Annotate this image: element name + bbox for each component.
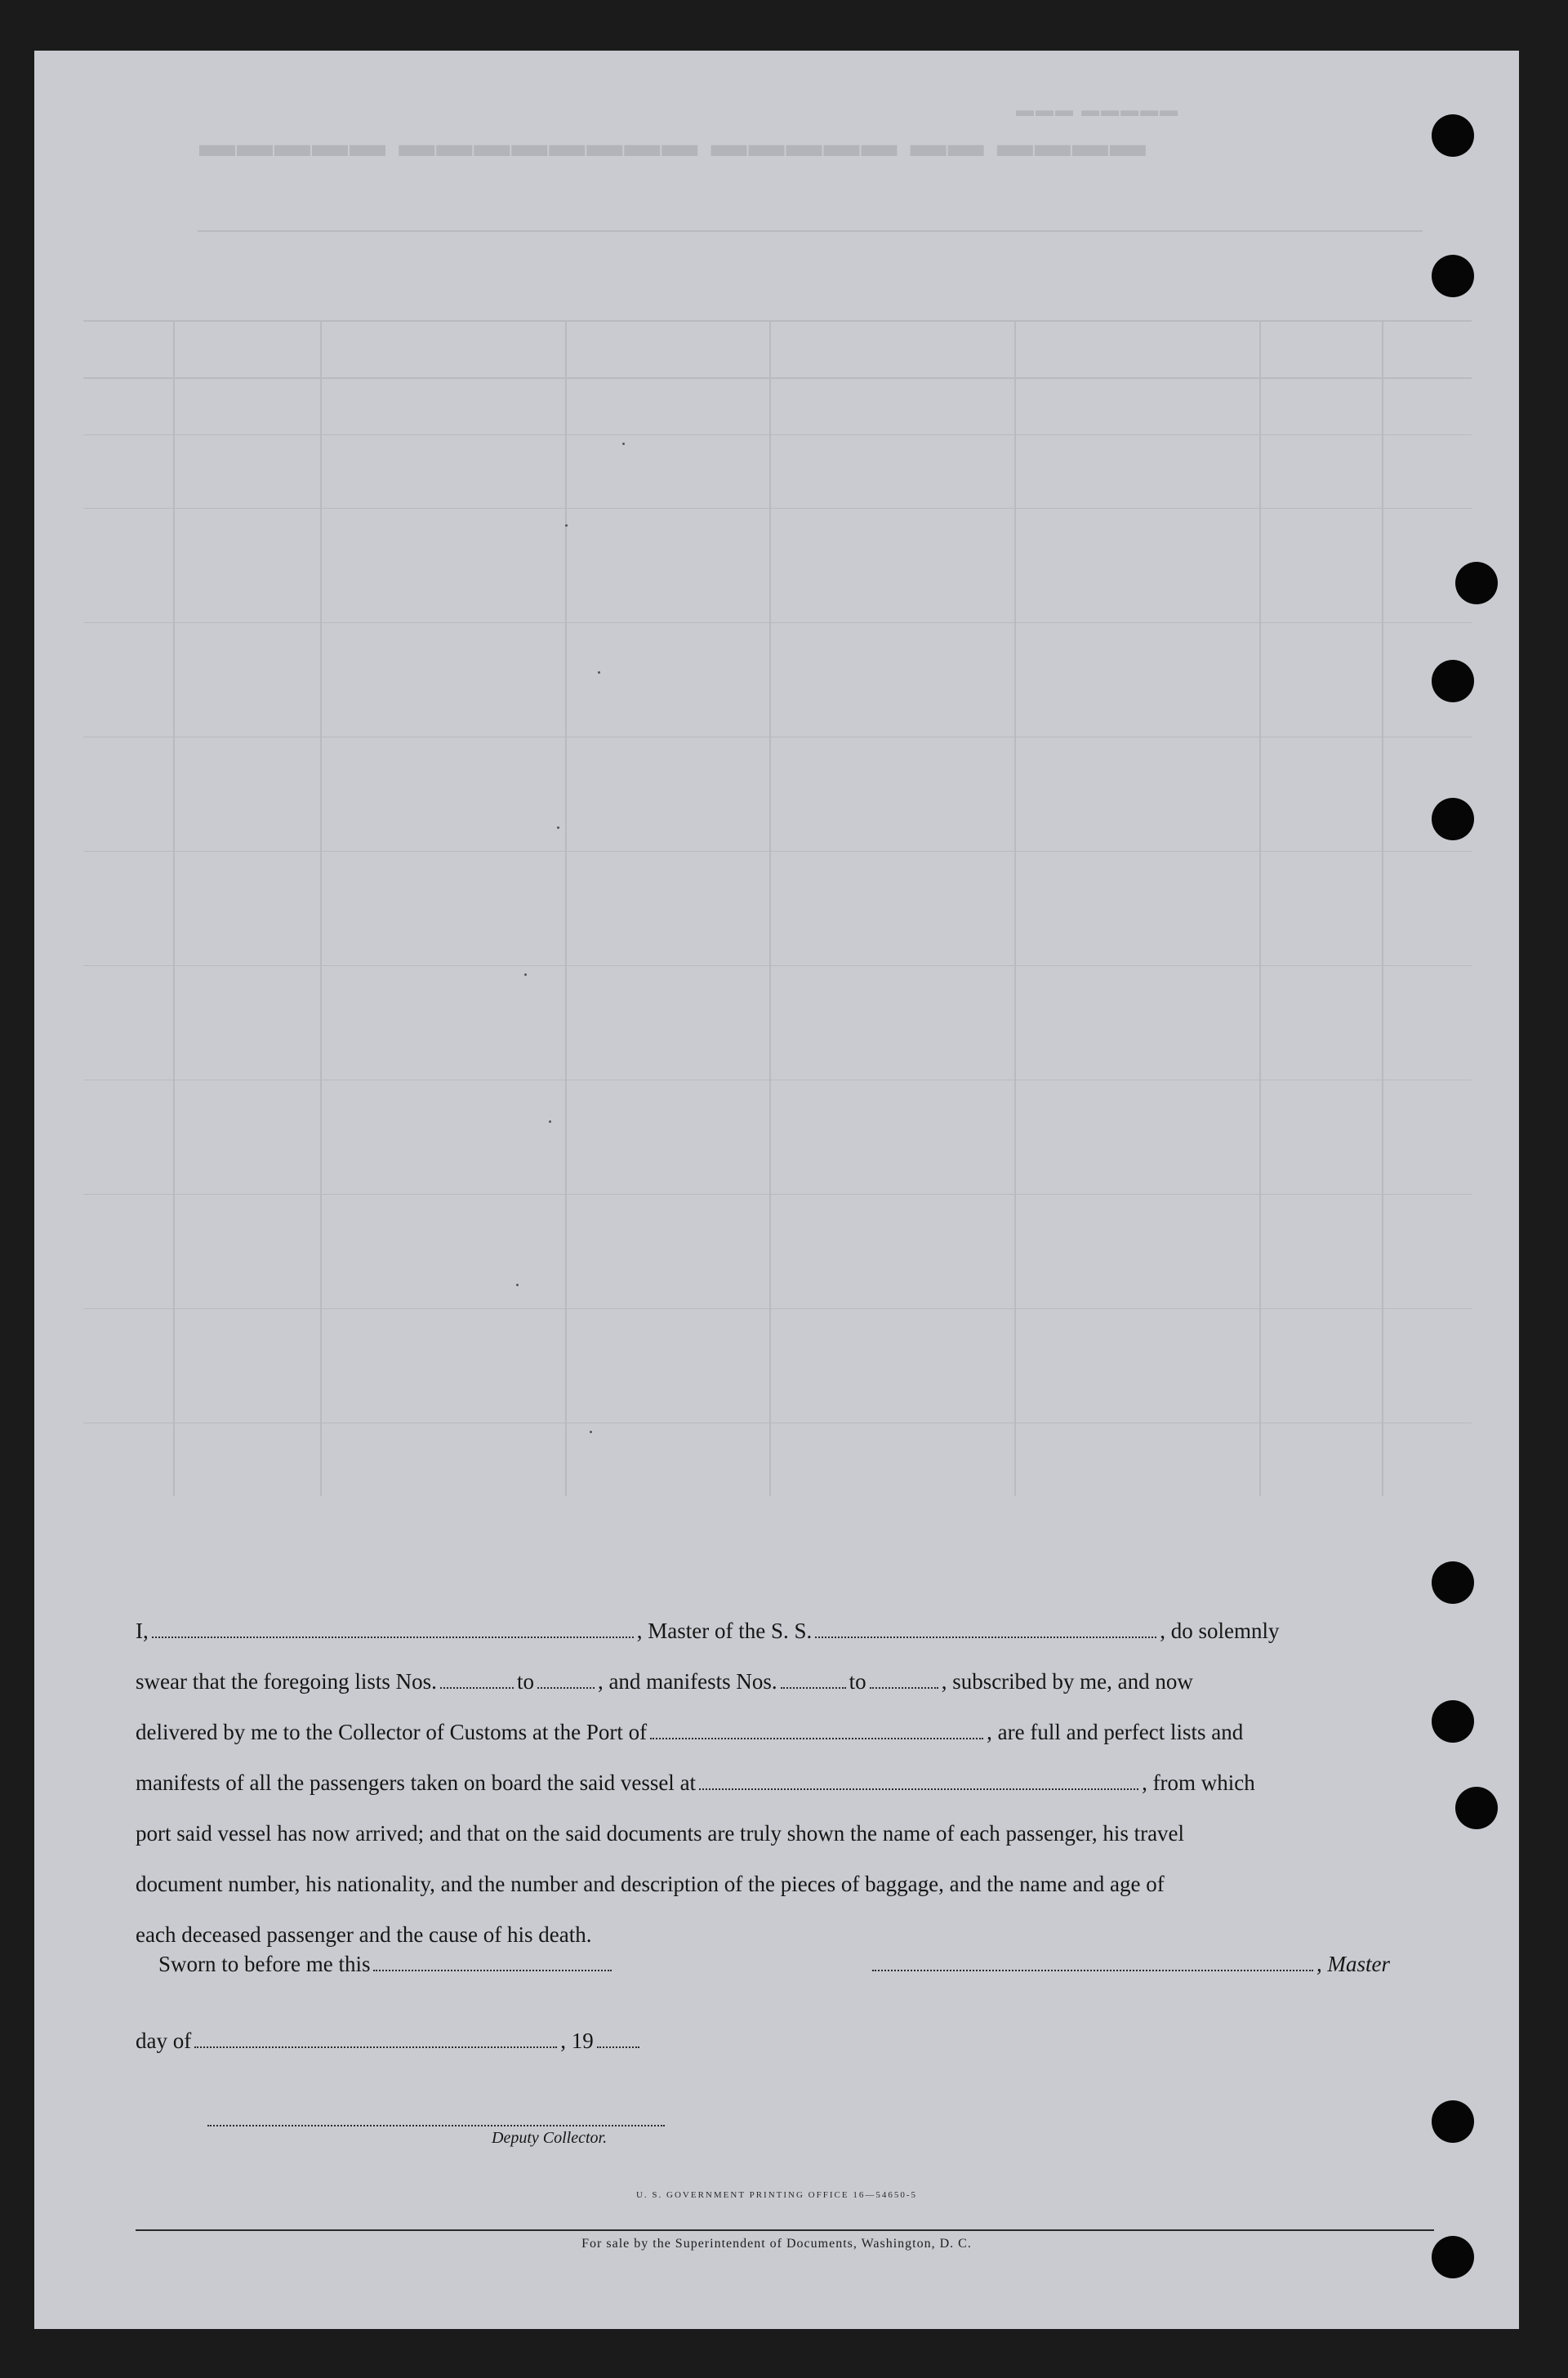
oath-line-4: [136, 1757, 1432, 1808]
sworn-label: Sworn to before me this: [158, 1952, 371, 1976]
oath-line-5: [136, 1808, 1432, 1859]
punch-hole: [1432, 255, 1474, 297]
punch-hole: [1432, 660, 1474, 702]
punch-hole: [1455, 562, 1498, 604]
speck: [516, 1284, 519, 1286]
day-of-line: [136, 2027, 643, 2054]
speck: [549, 1120, 551, 1123]
master-signature-line: [869, 1950, 1390, 1977]
oath-text: , Master of the S. S.: [636, 1619, 813, 1643]
punch-hole: [1432, 1700, 1474, 1743]
day-of-label: day of: [136, 2028, 192, 2053]
blank-manifest-to[interactable]: [870, 1668, 938, 1689]
blank-year[interactable]: [597, 2027, 639, 2048]
oath-text: document number, his nationality, and the number and description of the pieces of baggage, and the name and age of: [136, 1872, 1165, 1896]
oath-paragraph: [136, 1605, 1432, 1960]
blank-day-month[interactable]: [194, 2027, 557, 2048]
punch-hole: [1432, 1561, 1474, 1604]
blank-list-from[interactable]: [440, 1668, 514, 1689]
blank-port-of-departure[interactable]: [699, 1769, 1138, 1790]
document-page: [34, 51, 1519, 2329]
oath-line-3: [136, 1707, 1432, 1757]
speck: [590, 1431, 592, 1433]
sworn-line: [158, 1950, 615, 1977]
deputy-collector-label: Deputy Collector.: [492, 2129, 608, 2147]
oath-text: swear that the foregoing lists Nos.: [136, 1669, 437, 1694]
blank-manifest-from[interactable]: [781, 1668, 846, 1689]
speck: [524, 973, 527, 976]
blank-master-signature[interactable]: [872, 1950, 1313, 1971]
punch-hole: [1432, 798, 1474, 840]
oath-text: , do solemnly: [1160, 1619, 1280, 1643]
year-label: , 19: [560, 2028, 594, 2053]
oath-text: , subscribed by me, and now: [941, 1669, 1193, 1694]
blank-vessel-name[interactable]: [815, 1617, 1156, 1638]
oath-line-6: [136, 1859, 1432, 1909]
oath-text: port said vessel has now arrived; and that on the said documents are truly shown the name of each passenger, his travel: [136, 1821, 1185, 1846]
printing-office-line: U. S. GOVERNMENT PRINTING OFFICE 16—54650-5: [635, 2190, 917, 2200]
speck: [565, 524, 568, 527]
oath-text: manifests of all the passengers taken on board the said vessel at: [136, 1770, 697, 1795]
oath-text: to: [516, 1669, 534, 1694]
oath-text: , from which: [1142, 1770, 1255, 1795]
footer-rule: [136, 2229, 1434, 2231]
oath-line-1: [136, 1605, 1432, 1656]
punch-hole: [1432, 114, 1474, 157]
speck: [598, 671, 600, 674]
bleed-through-form: ▬▬▬▬ ▬▬ ▬▬▬▬▬ ▬▬▬▬▬▬▬▬ ▬▬▬▬▬ ▬▬▬▬▬ ▬▬▬: [34, 51, 1519, 1504]
oath-text: to: [849, 1669, 866, 1694]
blank-list-to[interactable]: [537, 1668, 595, 1689]
blank-deputy-signature[interactable]: [207, 2105, 665, 2126]
speck: [557, 826, 559, 829]
sale-notice: For sale by the Superintendent of Documents, Washington, D. C.: [581, 2237, 972, 2251]
oath-text: , are full and perfect lists and: [987, 1720, 1244, 1744]
oath-text: delivered by me to the Collector of Customs at the Port of: [136, 1720, 648, 1744]
oath-text: I,: [136, 1619, 149, 1643]
punch-hole: [1455, 1787, 1498, 1829]
punch-hole: [1432, 2100, 1474, 2143]
oath-line-2: [136, 1656, 1432, 1707]
blank-port-of-arrival[interactable]: [650, 1718, 983, 1739]
master-label: , Master: [1316, 1952, 1390, 1976]
oath-text: each deceased passenger and the cause of his death.: [136, 1922, 592, 1947]
oath-text: , and manifests Nos.: [597, 1669, 777, 1694]
blank-sworn-date[interactable]: [373, 1950, 612, 1971]
punch-hole: [1432, 2236, 1474, 2278]
blank-master-name[interactable]: [152, 1617, 634, 1638]
speck: [622, 443, 625, 445]
